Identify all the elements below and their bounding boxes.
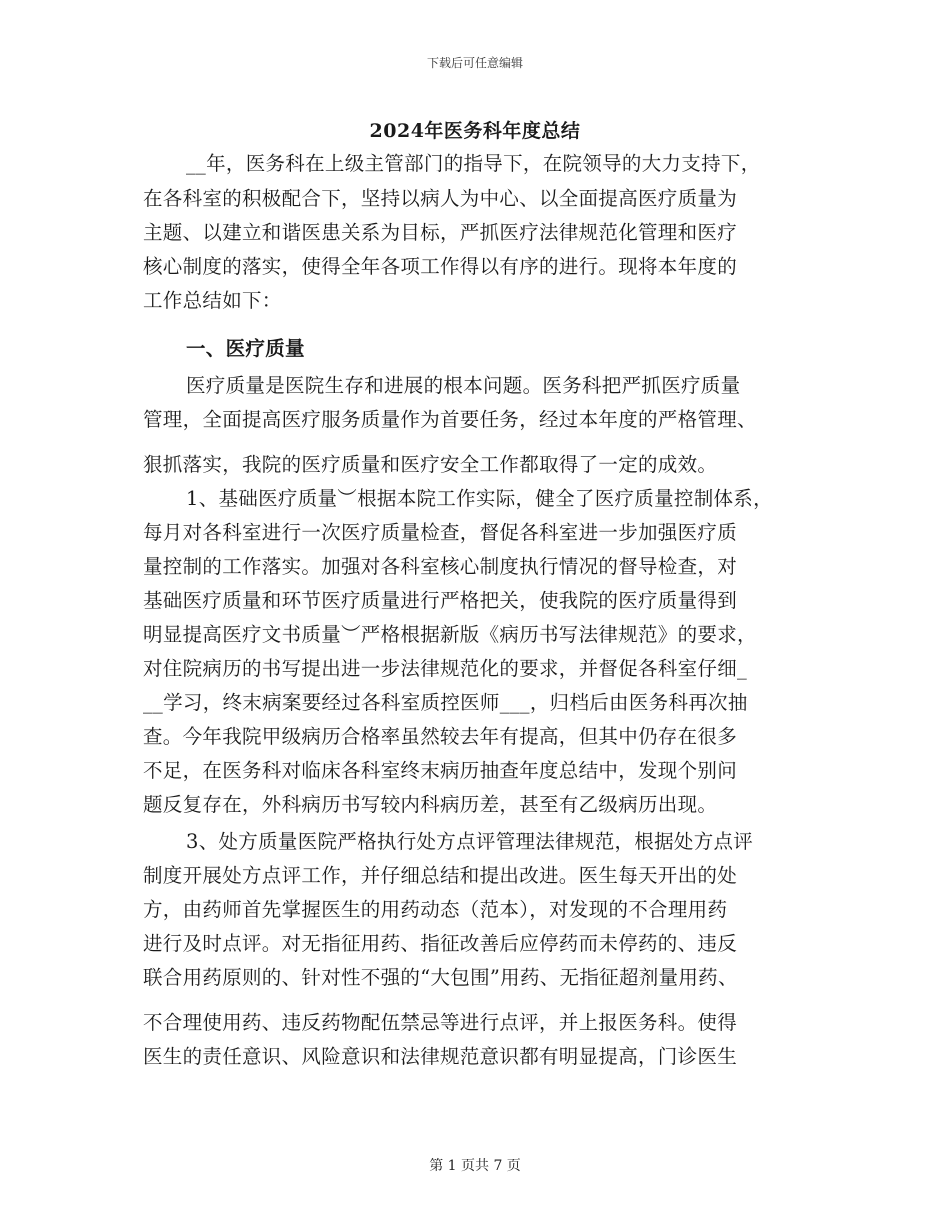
body-line: __年，医务科在上级主管部门的指导下，在院领导的大力支持下， bbox=[186, 152, 761, 175]
body-line: 3、处方质量医院严格执行处方点评管理法律规范，根据处方点评 bbox=[186, 830, 754, 853]
body-line: 方，由药师首先掌握医生的用药动态（范本），对发现的不合理用药 bbox=[143, 898, 728, 921]
header-note: 下载后可任意编辑 bbox=[426, 56, 523, 70]
section-heading: 一、医疗质量 bbox=[186, 337, 305, 360]
body-line: 联合用药原则的、针对性不强的“大包围”用药、无指征超剂量用药、 bbox=[143, 966, 738, 989]
body-line: 核心制度的落实，使得全年各项工作得以有序的进行。现将本年度的 bbox=[143, 255, 738, 278]
body-line: 查。今年我院甲级病历合格率虽然较去年有提高，但其中仍存在很多 bbox=[143, 725, 738, 748]
body-line: 题反复存在，外科病历书写较内科病历差，甚至有乙级病历出现。 bbox=[143, 793, 718, 816]
body-line: 每月对各科室进行一次医疗质量检查，督促各科室进一步加强医疗质 bbox=[143, 521, 738, 544]
body-line: 1、基础医疗质量︶根据本院工作实际，健全了医疗质量控制体系， bbox=[186, 487, 773, 510]
body-line: 不足，在医务科对临床各科室终末病历抽查年度总结中，发现个别问 bbox=[143, 759, 738, 782]
body-line: 制度开展处方点评工作，并仔细总结和提出改进。医生每天开出的处 bbox=[143, 864, 738, 887]
body-line: 狠抓落实，我院的医疗质量和医疗安全工作都取得了一定的成效。 bbox=[143, 453, 718, 476]
body-line: 主题、以建立和谐医患关系为目标，严抓医疗法律规范化管理和医疗 bbox=[143, 221, 738, 244]
body-line: 在各科室的积极配合下，坚持以病人为中心、以全面提高医疗质量为 bbox=[143, 187, 738, 210]
body-line: 医疗质量是医院生存和进展的根本问题。医务科把严抓医疗质量 bbox=[186, 374, 741, 397]
document-title: 2024年医务科年度总结 bbox=[369, 120, 581, 142]
body-line: 进行及时点评。对无指征用药、指征改善后应停药而未停药的、违反 bbox=[143, 932, 738, 955]
body-line: 基础医疗质量和环节医疗质量进行严格把关，使我院的医疗质量得到 bbox=[143, 589, 738, 612]
body-line: 不合理使用药、违反药物配伍禁忌等进行点评，并上报医务科。使得 bbox=[143, 1011, 738, 1034]
body-line: 对住院病历的书写提出进一步法律规范化的要求，并督促各科室仔细_ bbox=[143, 657, 748, 680]
body-line: 医生的责任意识、风险意识和法律规范意识都有明显提高，门诊医生 bbox=[143, 1045, 738, 1068]
body-line: 明显提高医疗文书质量︶严格根据新版《病历书写法律规范》的要求， bbox=[143, 623, 757, 646]
body-line: 量控制的工作落实。加强对各科室核心制度执行情况的督导检查，对 bbox=[143, 555, 738, 578]
body-line: 工作总结如下： bbox=[143, 289, 282, 312]
body-line: 管理，全面提高医疗服务质量作为首要任务，经过本年度的严格管理、 bbox=[143, 408, 757, 431]
page-footer: 第 1 页共 7 页 bbox=[429, 1158, 521, 1174]
body-line: __学习，终末病案要经过各科室质控医师___，归档后由医务科再次抽 bbox=[143, 691, 748, 714]
